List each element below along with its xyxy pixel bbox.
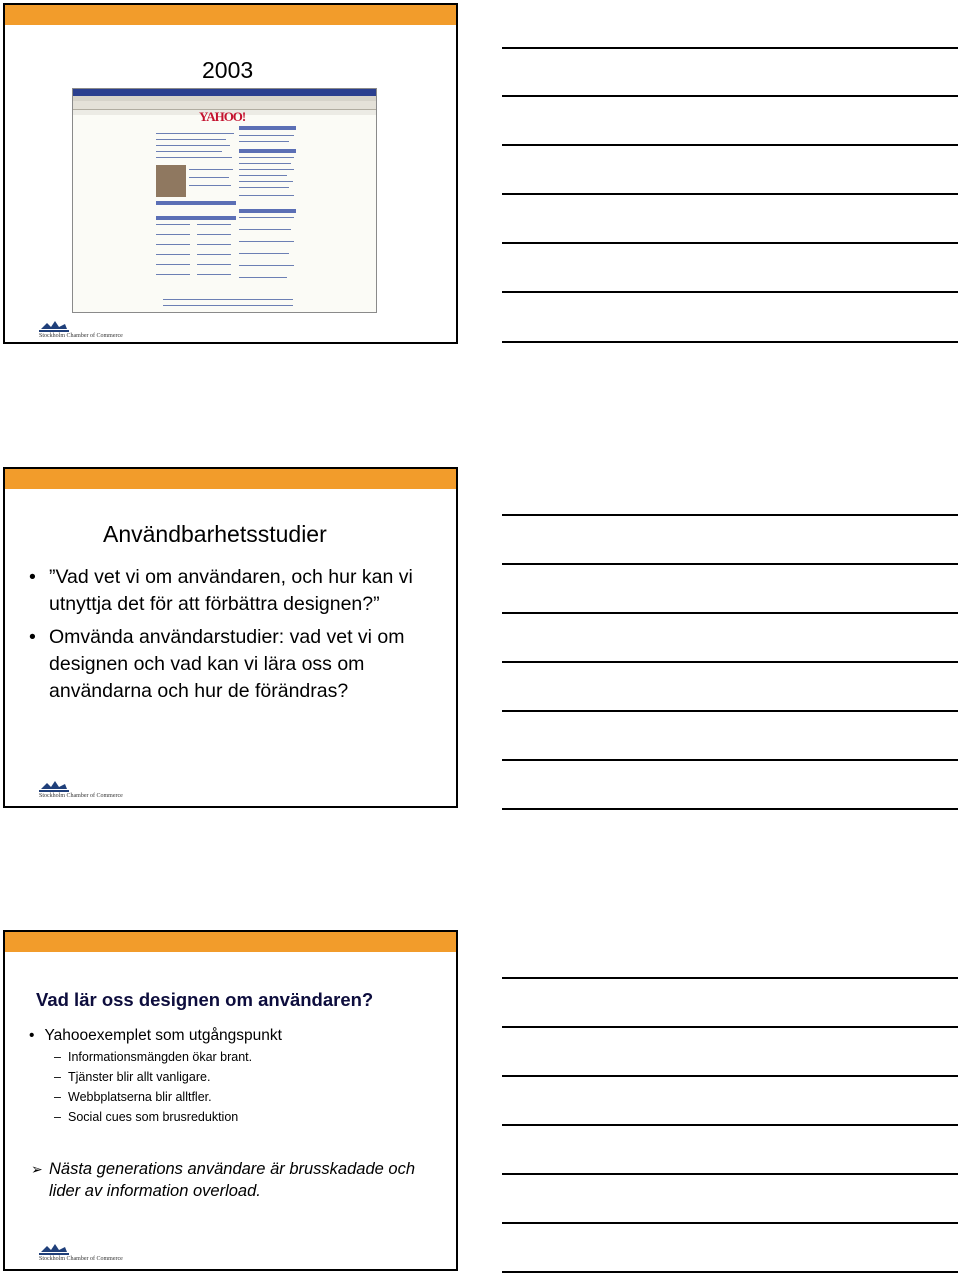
link-row [189,177,229,178]
logo-mark-icon [39,319,69,333]
list-item-text: Omvända användarstudier: vad vet vi om designen och vad kan vi lära oss om användarna och hur de förändras? [49,626,405,702]
link-row [239,277,287,278]
sub-list-item [54,1070,434,1084]
arrow-point [31,1158,441,1202]
note-line [502,1075,958,1077]
link-row [239,175,287,176]
link-row [239,187,289,188]
sub-list-item [54,1110,434,1124]
sub-list-item [54,1050,434,1064]
section-header-bar [239,126,296,130]
dash-icon: – [54,1050,61,1064]
note-line [502,661,958,663]
note-line [502,710,958,712]
yahoo-logo-icon: YAHOO! [199,109,246,124]
link-row [156,157,232,158]
logo-text: Stockholm Chamber of Commerce [39,333,123,339]
note-line [502,242,958,244]
note-line [502,1026,958,1028]
note-line [502,808,958,810]
section-header-bar [156,201,236,205]
link-row [156,224,190,225]
slide-accent-bar [5,5,456,25]
link-row [239,265,294,266]
section-header-bar [239,209,296,213]
bullet-icon: • [29,566,36,588]
note-line [502,1173,958,1175]
bullet-icon: • [29,626,36,648]
slide-title: 2003 [202,57,254,83]
link-row [156,274,190,275]
link-row [239,163,291,164]
note-line [502,144,958,146]
list-item-text: ”Vad vet vi om användaren, och hur kan vi utnyttja det för att förbättra designen?” [49,566,413,615]
link-row [197,234,231,235]
link-row [239,157,294,158]
browser-titlebar [73,89,376,96]
link-row [197,274,231,275]
link-row [239,241,294,242]
link-row [239,181,293,182]
slide-accent-bar [5,469,456,489]
link-row [156,145,230,146]
note-line [502,1222,958,1224]
dash-icon: – [54,1110,61,1124]
link-row [156,151,222,152]
link-row [156,244,190,245]
link-row [156,264,190,265]
list-item-text: Yahooexemplet som utgångspunkt [44,1027,282,1044]
link-row [156,133,234,134]
sub-list-item-text: Social cues som brusreduktion [68,1110,239,1124]
link-row [156,234,190,235]
link-row [239,217,294,218]
slide-accent-bar [5,932,456,952]
arrow-point-text: Nästa generations användare är brusskadade och lider av information overload. [49,1160,415,1200]
yahoo-screenshot-image [72,88,377,313]
link-row [239,135,294,136]
section-header-bar [156,216,236,220]
link-row [189,169,233,170]
link-row [197,254,231,255]
note-line [502,759,958,761]
link-row [189,185,231,186]
note-line [502,291,958,293]
link-row [197,244,231,245]
bullet-list [29,564,439,711]
link-row [239,169,294,170]
bullet-icon: • [29,1027,35,1044]
link-row [239,253,289,254]
slide-title: Användbarhetsstudier [103,521,327,547]
list-item [29,564,439,618]
note-line [502,193,958,195]
slide-3 [3,930,458,1271]
logo-mark-icon [39,779,69,793]
list-item [29,1027,282,1045]
link-row [239,195,294,196]
list-item [29,624,439,705]
section-header-bar [239,149,296,153]
note-line [502,47,958,49]
chamber-of-commerce-logo [39,319,123,341]
sub-list-item [54,1090,434,1104]
link-row [156,254,190,255]
chamber-of-commerce-logo [39,1242,123,1264]
sub-list-item-text: Informationsmängden ökar brant. [68,1050,253,1064]
note-line [502,612,958,614]
dash-icon: – [54,1090,61,1104]
sub-list-item-text: Tjänster blir allt vanligare. [68,1070,211,1084]
arrow-bullet-icon: ➢ [31,1161,43,1177]
link-row [197,224,231,225]
note-line [502,514,958,516]
link-row [197,264,231,265]
chamber-of-commerce-logo [39,779,123,801]
note-line [502,95,958,97]
sub-list-item-text: Webbplatserna blir alltfler. [68,1090,212,1104]
note-line [502,341,958,343]
link-row [163,299,293,300]
logo-mark-icon [39,1242,69,1256]
link-row [239,141,289,142]
link-row [156,139,226,140]
logo-text: Stockholm Chamber of Commerce [39,793,123,799]
slide-1 [3,3,458,344]
note-line [502,1124,958,1126]
dash-icon: – [54,1070,61,1084]
photo-thumbnail-icon [156,165,186,197]
logo-text: Stockholm Chamber of Commerce [39,1256,123,1262]
slide-title: Vad lär oss designen om användaren? [36,989,374,1010]
slide-2 [3,467,458,808]
link-row [239,229,291,230]
note-line [502,977,958,979]
note-line [502,563,958,565]
link-row [163,305,293,306]
